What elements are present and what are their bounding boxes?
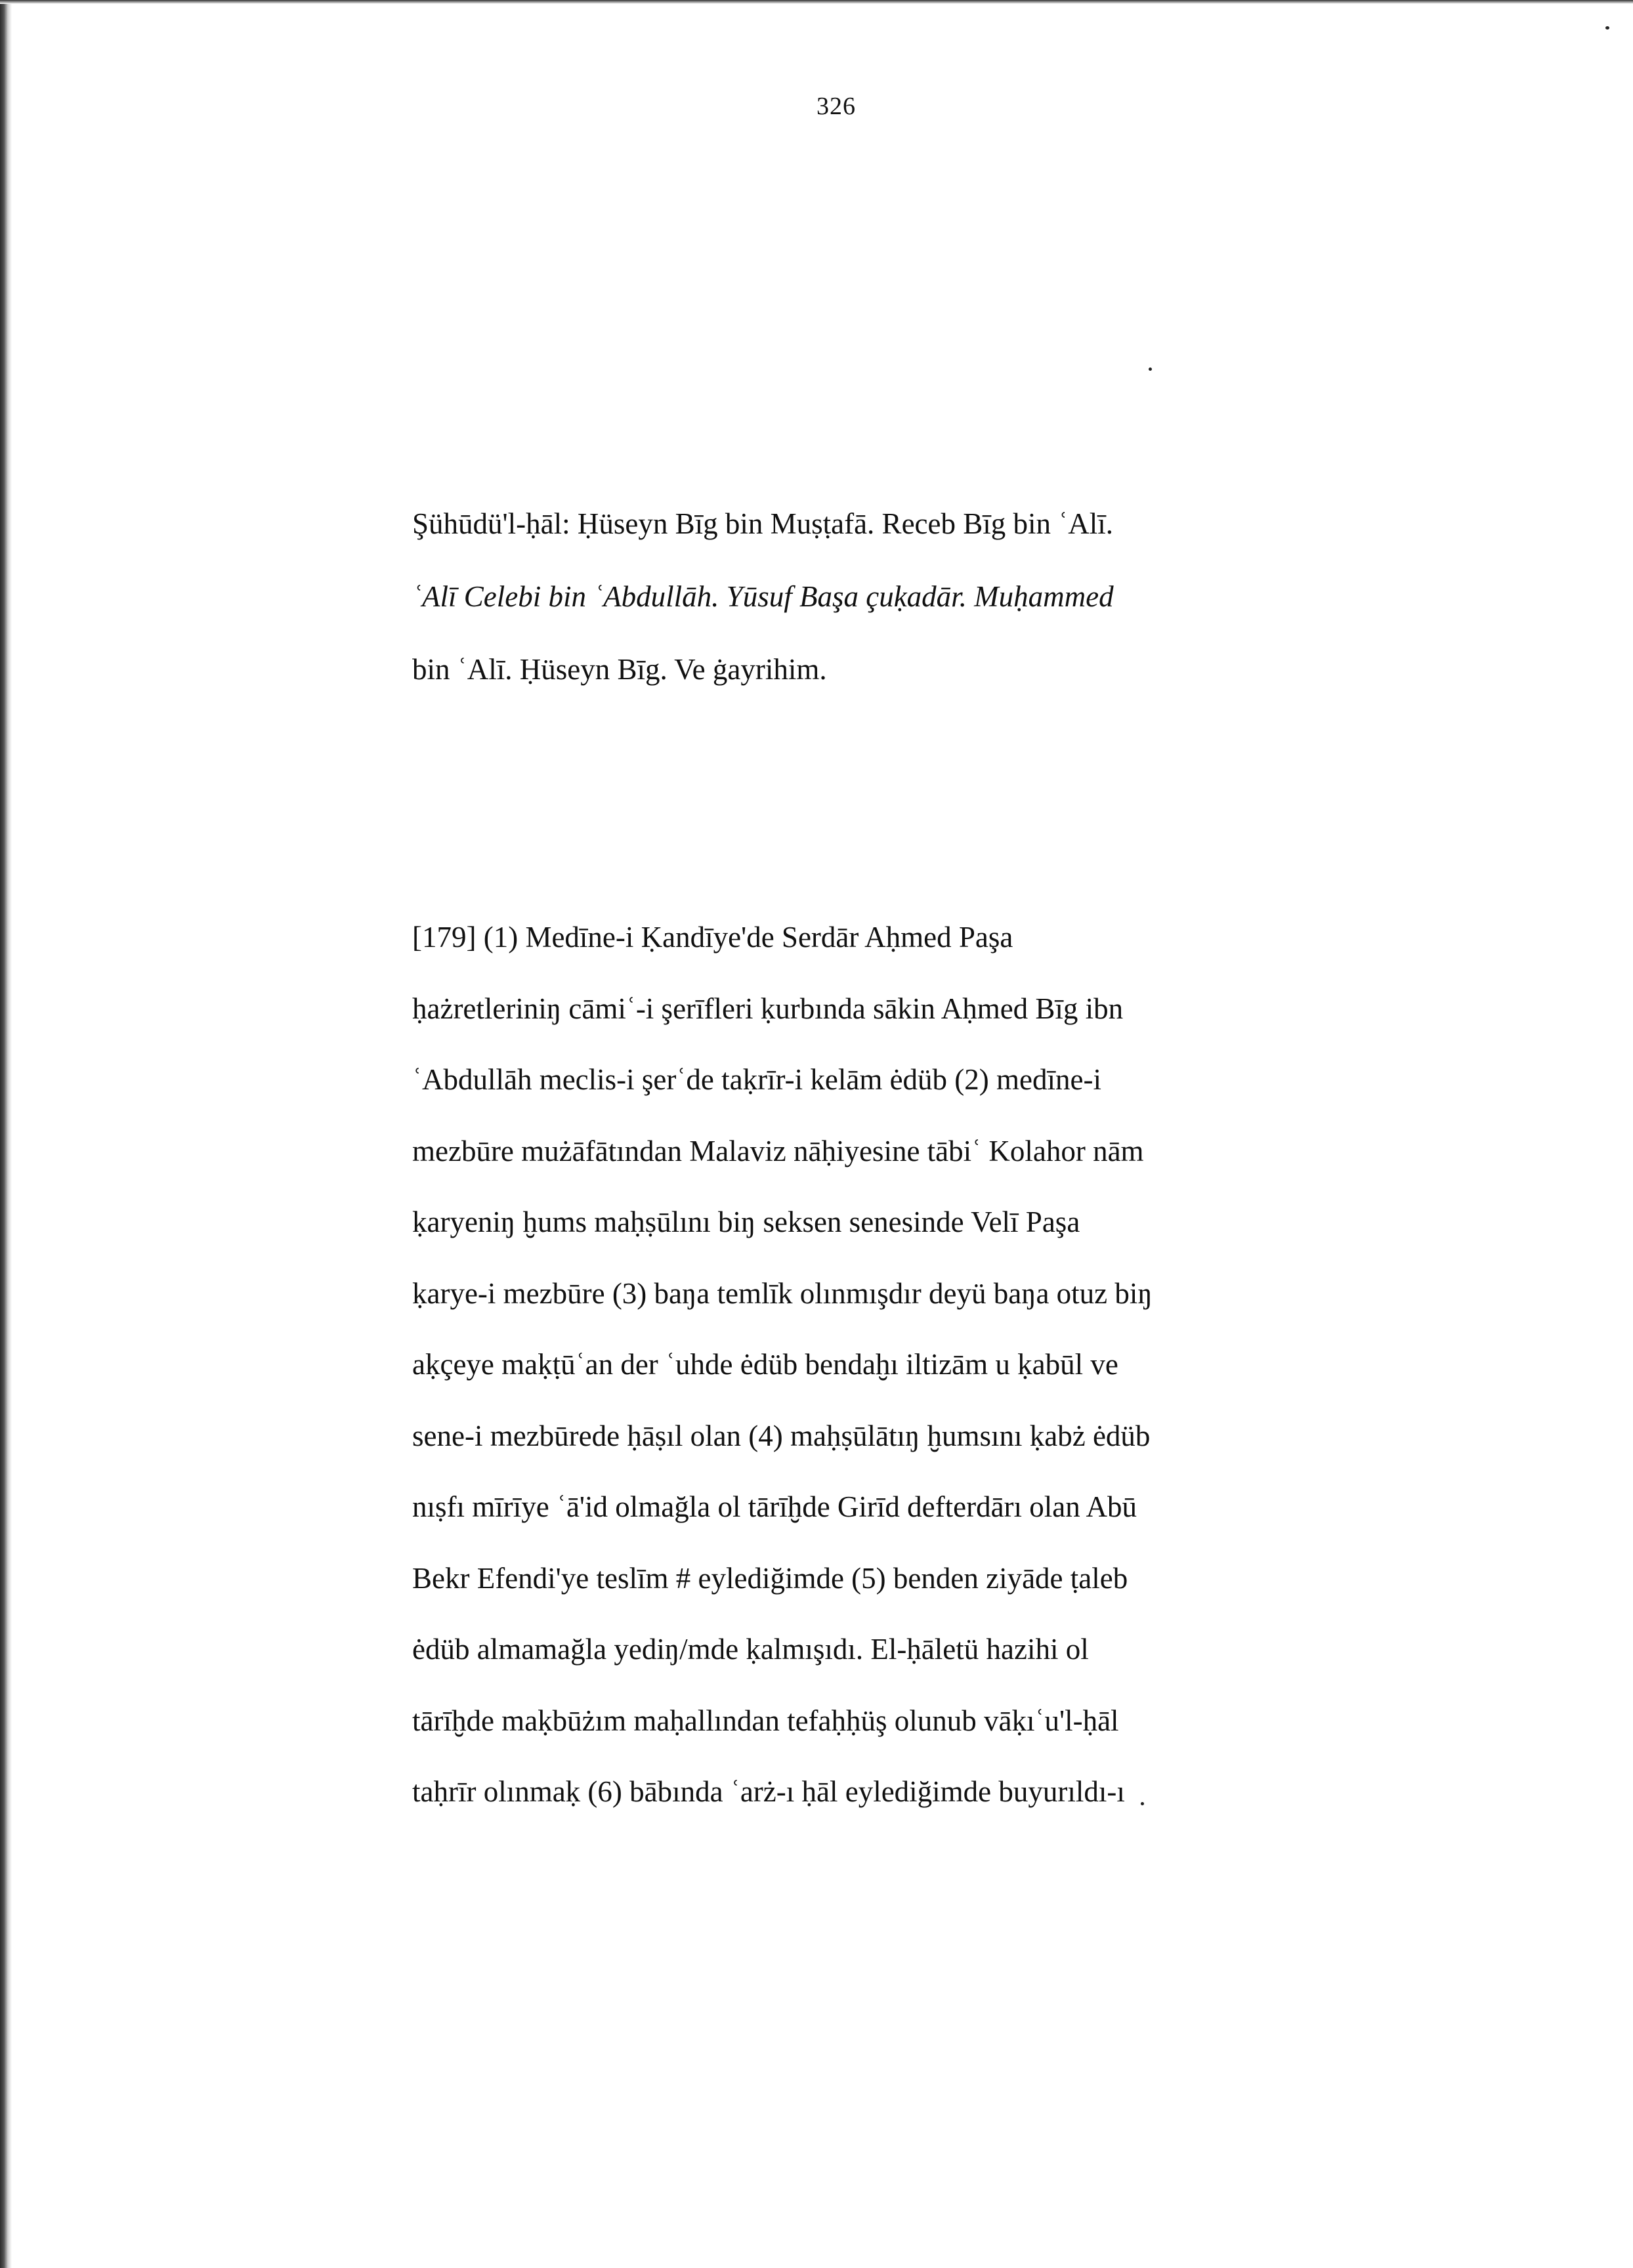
text-line: [179] (1) Medīne-i Ḳandīye'de Serdār Aḥmed Paşa bbox=[412, 921, 1013, 954]
text-line: ḳaryeniŋ ḫums maḥṣūlını biŋ seksen senesinde Velī Paşa bbox=[412, 1206, 1080, 1238]
text-line: ḳarye-i mezbūre (3) baŋa temlīk olınmışdır deyü baŋa otuz biŋ bbox=[412, 1276, 1153, 1310]
scan-edge-top bbox=[0, 0, 1633, 4]
scan-speck bbox=[1605, 26, 1609, 30]
text-line: aḳçeye maḳṭūʿan der ʿuhde ėdüb bendaḫı iltizām u ḳabūl ve bbox=[412, 1348, 1118, 1381]
text-line: tārīḫde maḳbūżım maḥallından tefaḥḥüş olunub vāḳıʿu'l-ḥāl bbox=[412, 1704, 1119, 1737]
witness-list bbox=[412, 504, 1265, 723]
scan-edge-left bbox=[0, 0, 12, 2268]
text-line: mezbūre mużāfātından Malaviz nāḥiyesine tābiʿ Kolahor nām bbox=[412, 1134, 1144, 1167]
text-line: sene-i mezbūrede ḥāṣıl olan (4) maḥṣūlātıŋ ḫumsını ḳabż ėdüb bbox=[412, 1419, 1151, 1452]
text-line: bin ʿAlī. Ḥüseyn Bīg. Ve ġayrihim. bbox=[412, 653, 827, 686]
text-line: taḥrīr olınmaḳ (6) bābında ʿarż-ı ḥāl eylediğimde buyurıldı-ı bbox=[412, 1775, 1125, 1808]
scan-speck bbox=[1149, 368, 1152, 371]
text-line: Şühūdü'l-ḥāl: Ḥüseyn Bīg bin Muṣṭafā. Receb Bīg bin ʿAlī. bbox=[412, 507, 1114, 540]
page-number: 326 bbox=[816, 93, 856, 120]
text-line: ėdüb almamağla yediŋ/mde ḳalmışıdı. El-ḥāletü hazihi ol bbox=[412, 1633, 1089, 1666]
text-line: ḥażretleriniŋ cāmiʿ-i şerīfleri ḳurbında sākin Aḥmed Bīg ibn bbox=[412, 992, 1124, 1025]
text-line: ʿAbdullāh meclis-i şerʿde taḳrīr-i kelām ėdüb (2) medīne-i bbox=[412, 1063, 1101, 1096]
text-line: Bekr Efendi'ye teslīm # eylediğimde (5) benden ziyāde ṭaleb bbox=[412, 1561, 1128, 1595]
text-line: ʿAlī Celebi bin ʿAbdullāh. Yūsuf Başa çuḳadār. Muḥammed bbox=[412, 580, 1114, 613]
text-line: nıṣfı mīrīye ʿā'id olmağla ol tārīḫde Girīd defterdārı olan Abū bbox=[412, 1490, 1137, 1523]
court-record-179 bbox=[412, 917, 1265, 1843]
